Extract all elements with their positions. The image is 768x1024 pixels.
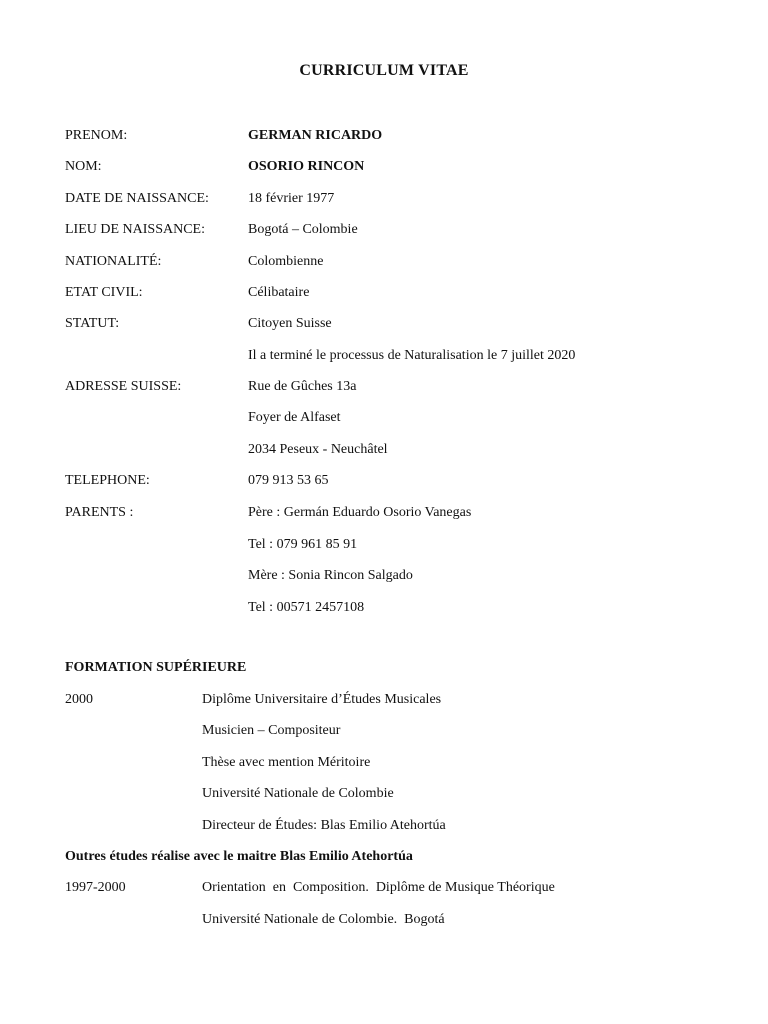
field-label: PARENTS : — [65, 505, 134, 520]
personal-row-civil-status — [0, 283, 768, 303]
field-label: NATIONALITÉ: — [65, 254, 162, 269]
formation-year: 2000 — [65, 692, 93, 707]
formation-text: Thèse avec mention Méritoire — [202, 755, 371, 770]
field-label: LIEU DE NAISSANCE: — [65, 222, 205, 237]
field-value: Père : Germán Eduardo Osorio Vanegas — [248, 505, 472, 520]
field-value: Tel : 00571 2457108 — [248, 600, 365, 615]
field-label: ETAT CIVIL: — [65, 285, 143, 300]
formation-row — [0, 816, 768, 836]
personal-row-parents — [0, 503, 768, 523]
other-studies-year: 1997-2000 — [65, 880, 126, 895]
field-value: Colombienne — [248, 254, 324, 269]
formation-row — [0, 753, 768, 773]
field-value: Célibataire — [248, 285, 310, 300]
field-label: TELEPHONE: — [65, 473, 150, 488]
field-label: PRENOM: — [65, 128, 128, 143]
personal-row-birth-place — [0, 220, 768, 240]
personal-row-birth-date — [0, 189, 768, 209]
personal-row-nom — [0, 157, 768, 177]
personal-row-parents-4 — [0, 598, 768, 618]
field-value: Citoyen Suisse — [248, 316, 332, 331]
personal-row-address-2 — [0, 408, 768, 428]
personal-row-address-3 — [0, 440, 768, 460]
field-value: OSORIO RINCON — [248, 159, 365, 174]
formation-text: Université Nationale de Colombie — [202, 786, 394, 801]
document-title: CURRICULUM VITAE — [299, 62, 469, 79]
field-value: GERMAN RICARDO — [248, 128, 383, 143]
personal-row-prenom — [0, 126, 768, 146]
field-value: Foyer de Alfaset — [248, 410, 341, 425]
personal-row-address — [0, 377, 768, 397]
formation-heading: FORMATION SUPÉRIEURE — [65, 660, 247, 675]
formation-row — [0, 721, 768, 741]
field-label: DATE DE NAISSANCE: — [65, 191, 209, 206]
personal-row-nationality — [0, 252, 768, 272]
field-value: Rue de Gûches 13a — [248, 379, 357, 394]
field-value: 18 février 1977 — [248, 191, 335, 206]
field-value: 079 913 53 65 — [248, 473, 329, 488]
formation-row — [0, 690, 768, 710]
other-studies-row — [0, 910, 768, 930]
field-value: 2034 Peseux - Neuchâtel — [248, 442, 388, 457]
field-label: NOM: — [65, 159, 102, 174]
field-label: STATUT: — [65, 316, 120, 331]
personal-row-parents-2 — [0, 535, 768, 555]
field-value: Mère : Sonia Rincon Salgado — [248, 568, 413, 583]
personal-row-telephone — [0, 471, 768, 491]
personal-row-status-note — [0, 346, 768, 366]
field-label: ADRESSE SUISSE: — [65, 379, 182, 394]
field-value: Il a terminé le processus de Naturalisation le 7 juillet 2020 — [248, 348, 576, 363]
formation-text: Diplôme Universitaire d’Études Musicales — [202, 692, 442, 707]
other-studies-heading: Outres études réalise avec le maitre Blas Emilio Atehortúa — [65, 849, 413, 864]
formation-text: Musicien – Compositeur — [202, 723, 341, 738]
other-studies-text: Orientation en Composition. Diplôme de Musique Théorique — [202, 880, 555, 895]
field-value: Tel : 079 961 85 91 — [248, 537, 358, 552]
formation-text: Directeur de Études: Blas Emilio Atehortúa — [202, 818, 446, 833]
other-studies-text: Université Nationale de Colombie. Bogotá — [202, 912, 445, 927]
personal-row-status — [0, 314, 768, 334]
other-studies-row — [0, 878, 768, 898]
field-value: Bogotá – Colombie — [248, 222, 358, 237]
personal-row-parents-3 — [0, 566, 768, 586]
formation-row — [0, 784, 768, 804]
